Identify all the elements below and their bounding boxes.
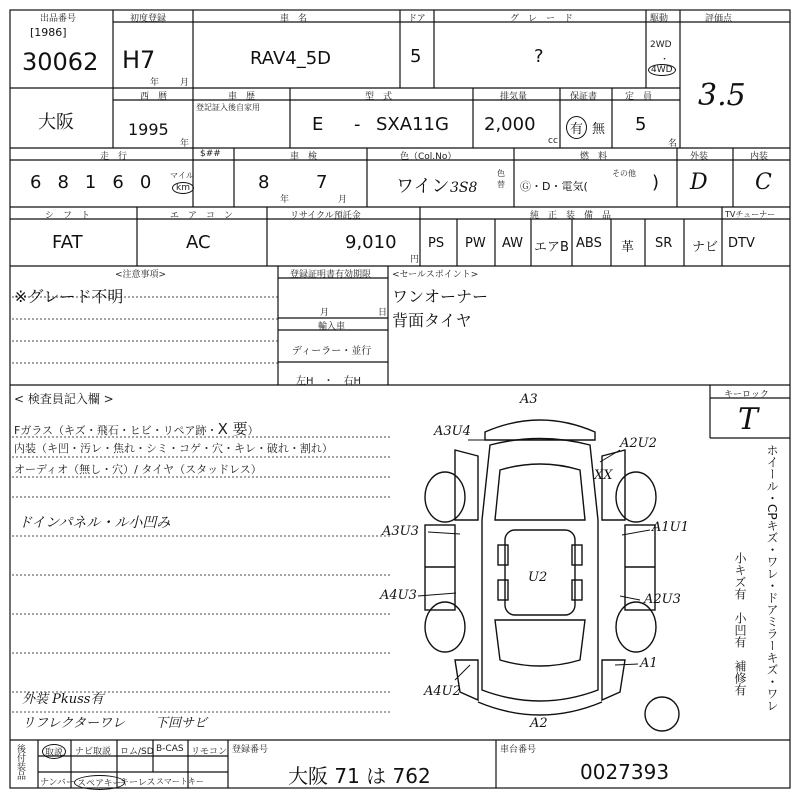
drive-2wd: 2WD: [650, 40, 672, 50]
model-value: RAV4_5D: [250, 48, 332, 69]
handwritten-note-4: 下回サビ: [155, 716, 208, 731]
damage-mark: A2U2: [620, 436, 657, 451]
shaken-month-unit: 月: [338, 195, 348, 205]
damage-mark: XX: [594, 468, 613, 483]
handwritten-note-3: リフレクターワレ: [22, 716, 125, 731]
type-prefix: E: [312, 114, 324, 135]
exterior-label: 外装: [690, 152, 709, 162]
tuner-label: TVチューナー: [725, 210, 776, 219]
fuel-options: Ⓖ・D・電気(: [520, 180, 588, 193]
shift-value: FAT: [52, 232, 83, 253]
fuel-label: 燃 料: [580, 152, 608, 162]
plate-label: 登録番号: [232, 745, 269, 755]
drive-dot: ・: [660, 55, 670, 65]
region-value: 大阪: [38, 112, 74, 133]
fuel-other-label: その他: [612, 169, 636, 178]
after-opt: B-CAS: [156, 744, 184, 754]
equipment-item: AW: [502, 236, 524, 251]
displacement-value: 2,000: [484, 114, 536, 135]
history-sub: 登記証入後自家用: [196, 103, 260, 112]
caution-label: <注意事項>: [115, 270, 167, 280]
grade-value: ?: [534, 46, 544, 67]
plate-value: 大阪 71 は 762: [288, 764, 431, 788]
recycle-value: 9,010: [345, 232, 397, 253]
year-made-label: 西 暦: [140, 92, 168, 102]
mile-unit: マイル: [170, 171, 194, 180]
meter-label: $##: [200, 149, 221, 159]
interior-label: 内装: [750, 152, 769, 162]
damage-mark: A3U4: [434, 424, 471, 439]
keylock-value: T: [738, 402, 759, 437]
steering-options: 左H ・ 右H: [296, 376, 362, 387]
chassis-value: 0027393: [580, 760, 670, 784]
sales-point-2: 背面タイヤ: [392, 311, 472, 330]
equipment-label: 純 正 装 備 品: [530, 211, 612, 221]
keylock-label: キーロック: [724, 390, 769, 400]
shaken-label: 車 検: [290, 152, 318, 162]
reg-month-unit: 月: [320, 308, 330, 318]
reg-deadline-label: 登録証明書有効期限: [290, 270, 372, 280]
color-label: 色（Col.No）: [400, 152, 457, 162]
first-reg-value: H7: [122, 46, 156, 74]
capacity-label: 定 員: [625, 92, 653, 102]
exterior-value: D: [690, 170, 708, 195]
type-code: SXA11G: [376, 114, 449, 135]
mileage-digit: 6: [112, 172, 140, 193]
inspector-line-2: 内装（キ凹・汚レ・焦れ・シミ・コゲ・穴・キレ・破れ・割れ）: [14, 442, 333, 455]
equipment-item: ABS: [576, 236, 602, 251]
damage-mark: A4U2: [424, 684, 461, 699]
warranty-no: 無: [592, 122, 606, 137]
equipment-item: PW: [465, 236, 486, 251]
capacity-value: 5: [635, 114, 647, 135]
car-diagram: [425, 420, 679, 731]
interior-value: C: [755, 170, 772, 195]
after-opt: 取説: [42, 744, 66, 759]
ac-value: AC: [186, 232, 211, 253]
caution-text: ※グレード不明: [14, 287, 124, 306]
import-label: 輸入車: [318, 322, 346, 332]
handwritten-note-1: ドインパネル・ル小凹み: [18, 515, 171, 531]
legend-column-1: ホイール・CPキズ・ワレ・ドアミラーキズ・ワレ: [765, 444, 779, 712]
after-opt: スペアキー: [74, 775, 125, 790]
history-label: 車 歴: [228, 92, 256, 102]
lot-sub: [1986]: [30, 26, 67, 39]
shaken-year: 8: [258, 172, 270, 193]
doors-value: 5: [410, 46, 422, 67]
chassis-label: 車台番号: [500, 745, 537, 755]
equipment-item: ナビ: [692, 240, 719, 255]
reg-day-unit: 日: [378, 308, 388, 318]
capacity-unit: 名: [668, 139, 678, 149]
mileage-digit: 0: [139, 172, 168, 193]
shaken-month: 7: [316, 172, 328, 193]
mileage-digit: 1: [84, 172, 113, 193]
after-parts-label: 後付装品: [15, 744, 25, 780]
after-opt: スマートキー: [156, 777, 204, 786]
after-opt: ナビ取説: [75, 747, 112, 757]
shaken-year-unit: 年: [280, 195, 290, 205]
model-label: 車 名: [280, 14, 308, 24]
damage-mark: A3: [520, 392, 538, 407]
damage-mark: A1: [640, 656, 658, 671]
damage-mark: U2: [528, 570, 548, 585]
fglass-mark: X 要: [217, 420, 248, 438]
score-value: 3.5: [698, 78, 746, 113]
damage-mark: A4U3: [380, 588, 417, 603]
score-label: 評価点: [705, 14, 733, 24]
mileage-digit: 8: [57, 172, 85, 193]
after-opt: キーレス: [120, 778, 156, 788]
drive-4wd: 4WD: [648, 64, 676, 76]
ac-label: エ ア コ ン: [170, 211, 234, 221]
color-code: 3S8: [450, 180, 478, 196]
inspector-line-1: [14, 418, 259, 439]
shift-label: シ フ ト: [45, 211, 91, 221]
first-reg-year-unit: 年: [150, 78, 160, 88]
recycle-unit: 円: [410, 255, 420, 265]
damage-mark: A2: [530, 716, 548, 731]
displacement-label: 排気量: [500, 92, 528, 102]
year-made-value: 1995: [128, 120, 169, 139]
type-label: 型 式: [365, 92, 393, 102]
damage-mark: A2U3: [644, 592, 681, 607]
legend-column-2: 小キズ有 小凹有 補修有: [733, 552, 747, 696]
year-made-unit: 年: [180, 139, 190, 149]
import-options: ディーラー・並行: [292, 346, 372, 357]
after-opt: リモコン: [191, 747, 228, 757]
after-opt: ナンバー: [40, 778, 75, 788]
grade-label: グ レ ー ド: [510, 14, 574, 24]
warranty-label: 保証書: [570, 92, 598, 102]
inspector-line-3: オーディオ（無し・穴）/ タイヤ（スタッドレス）: [14, 463, 262, 476]
mileage-digits: [30, 172, 167, 193]
first-reg-label: 初度登録: [130, 14, 167, 24]
lot-label: 出品番号: [40, 14, 77, 24]
fglass-text: Fガラス（キズ・飛石・ヒビ・リペア跡・: [14, 424, 218, 437]
lot-number: 30062: [22, 48, 99, 76]
damage-mark: A1U1: [652, 520, 689, 535]
equipment-item: DTV: [728, 236, 755, 251]
damage-mark: A3U3: [382, 524, 419, 539]
displacement-unit: cc: [548, 136, 558, 146]
sales-label: <セールスポイント>: [392, 270, 479, 280]
recycle-label: リサイクル預託金: [290, 211, 361, 221]
type-dash: -: [354, 114, 361, 135]
mileage-digit: 6: [30, 172, 58, 193]
equipment-item: PS: [428, 236, 445, 251]
color-value: ワイン: [396, 176, 450, 197]
km-unit: km: [172, 182, 194, 194]
equipment-item: 革: [621, 240, 635, 255]
color-change-label: 色替: [497, 169, 505, 189]
drive-label: 駆動: [650, 14, 669, 24]
inspector-title: < 検査員記入欄 >: [14, 392, 114, 406]
mileage-label: 走 行: [100, 152, 128, 162]
equipment-item: エアB: [534, 240, 569, 255]
warranty-yes: 有: [566, 116, 587, 139]
fuel-close: ): [652, 172, 660, 193]
fglass-close: ）: [247, 424, 259, 437]
doors-label: ドア: [408, 14, 426, 24]
first-reg-month-unit: 月: [180, 78, 190, 88]
handwritten-note-2: 外装 Pkuss有: [22, 692, 104, 707]
sales-point-1: ワンオーナー: [392, 287, 489, 306]
after-opt: ロム/SD: [120, 747, 154, 757]
equipment-item: SR: [655, 236, 673, 251]
